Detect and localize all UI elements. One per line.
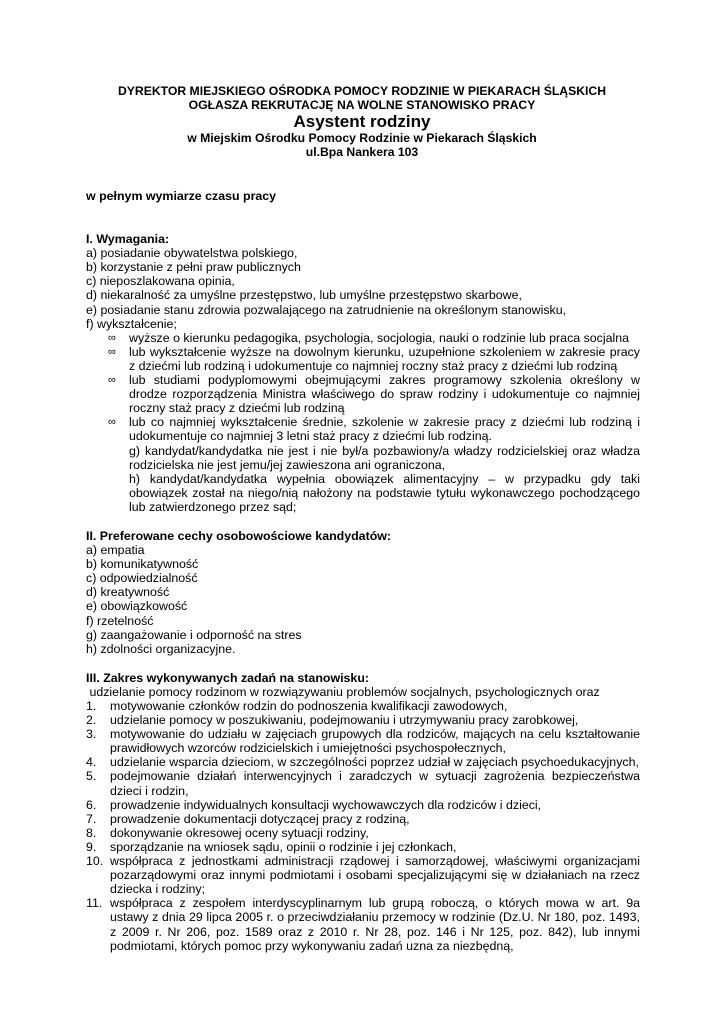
education-option: [86, 331, 640, 345]
education-option-text: wyższe o kierunku pedagogika, psychologia, socjologia, nauki o rodzinie lub praca socjalna: [129, 330, 630, 345]
duty-item: [86, 812, 640, 826]
duty-number: 6.: [86, 797, 97, 812]
header-director-line: DYREKTOR MIEJSKIEGO OŚRODKA POMOCY RODZINIE W PIEKARACH ŚLĄSKICH: [118, 84, 606, 98]
requirement-item: f) wykształcenie;: [86, 316, 177, 331]
infinity-bullet-icon: ∞: [108, 331, 116, 344]
duty-text: udzielanie wsparcia dzieciom, w szczególności poprzez udział w zajęciach psychoedukacyjnych,: [110, 755, 639, 770]
duty-item: [86, 798, 640, 812]
duties-section: [86, 671, 640, 953]
duty-number: 7.: [86, 811, 97, 826]
trait-item: d) kreatywność: [86, 585, 170, 600]
duty-item: [86, 769, 640, 797]
traits-section: [86, 529, 640, 656]
duty-text: podejmowanie działań interwencyjnych i zaradczych w sytuacji zagrożenia bezpieczeństwa dzieci i rodzin,: [110, 769, 640, 798]
document-header: [86, 84, 638, 159]
duties-intro: udzielanie pomocy rodzinom w rozwiązywaniu problemów socjalnych, psychologicznych oraz: [86, 684, 600, 699]
duty-number: 5.: [86, 769, 97, 784]
education-option: [86, 373, 640, 415]
duty-text: współpraca z zespołem interdyscyplinarnym lub grupą roboczą, o których mowa w art. 9a ustawy z dnia 29 lipca 2005 r. o przeciwdziałaniu przemocy w rodzinie (Dz.U. Nr 180, poz. 1493, z 2009 r. Nr 206, poz. 1589 oraz z 2010 r. Nr 28, poz. 146 i Nr 125, poz. 842), lub innymi podmiotami, których pomoc przy wykonywaniu zadań uzna za niezbędną,: [110, 896, 640, 953]
infinity-bullet-icon: ∞: [108, 345, 116, 358]
trait-item: e) obowiązkowość: [86, 599, 188, 614]
duties-heading: III. Zakres wykonywanych zadań na stanowisku:: [86, 670, 370, 685]
duty-item: [86, 727, 640, 755]
requirement-item: a) posiadanie obywatelstwa polskiego,: [86, 246, 298, 261]
requirement-item: e) posiadanie stanu zdrowia pozwalającego na zatrudnienie na określonym stanowisku,: [86, 302, 567, 317]
traits-heading: II. Preferowane cechy osobowościowe kandydatów:: [86, 528, 392, 543]
trait-item: a) empatia: [86, 543, 145, 558]
duty-item: [86, 840, 640, 854]
header-institution-line: w Miejskim Ośrodku Pomocy Rodzinie w Piekarach Śląskich: [187, 131, 537, 145]
trait-item: h) zdolności organizacyjne.: [86, 641, 236, 656]
duty-text: prowadzenie indywidualnych konsultacji wychowawczych dla rodziców i dzieci,: [110, 797, 542, 812]
duty-text: współpraca z jednostkami administracji rządowej i samorządowej, właściwymi organizacjami pozarządowymi oraz innymi podmiotami i osobami specjalizującymi się w działaniach na rzecz dziecka i rodziny;: [110, 854, 640, 897]
duty-number: 4.: [86, 755, 97, 770]
duty-number: 1.: [86, 699, 97, 713]
header-recruitment-line: OGŁASZA REKRUTACJĘ NA WOLNE STANOWISKO PRACY: [188, 98, 536, 112]
requirement-item: d) niekaralność za umyślne przestępstwo, lub umyślne przestępstwo skarbowe,: [86, 288, 522, 303]
duty-text: udzielanie pomocy w poszukiwaniu, podejmowaniu i utrzymywaniu pracy zarobkowej,: [110, 713, 579, 728]
duty-text: motywowanie członków rodzin do podnoszenia kwalifikacji zawodowych,: [110, 699, 508, 713]
duty-item: [86, 755, 640, 769]
requirement-item: c) nieposzlakowana opinia,: [86, 274, 235, 289]
education-option: [86, 415, 640, 443]
duty-text: sporządzanie na wniosek sądu, opinii o rodzinie i jej członkach,: [110, 839, 457, 854]
trait-item: c) odpowiedzialność: [86, 571, 198, 586]
infinity-bullet-icon: ∞: [108, 374, 116, 387]
duty-item: [86, 713, 640, 727]
duty-item: [86, 896, 640, 952]
position-title: Asystent rodziny: [293, 112, 431, 131]
duty-item: [86, 854, 640, 896]
duty-number: 3.: [86, 727, 97, 742]
duty-number: 8.: [86, 825, 97, 840]
document-body: [86, 189, 640, 953]
education-option-text: lub studiami podyplomowymi obejmującymi zakres programowy szkolenia określony w drodze rozporządzenia Ministra właściwego do spraw rodziny i udokumentuje co najmniej roczny staż pracy z dziećmi lub rodziną: [129, 373, 640, 416]
duty-number: 2.: [86, 713, 97, 728]
requirement-item-g: g) kandydat/kandydatka nie jest i nie był/a pozbawiony/a władzy rodzicielskiej oraz władza rodzicielska nie jest jemu/jej zawieszona ani ograniczona,: [129, 443, 640, 472]
requirements-section: [86, 232, 640, 514]
trait-item: f) rzetelność: [86, 613, 154, 628]
duty-text: dokonywanie okresowej oceny sytuacji rodziny,: [110, 825, 369, 840]
employment-type: w pełnym wymiarze czasu pracy: [86, 189, 277, 203]
duties-list: [86, 699, 640, 953]
trait-item: b) komunikatywność: [86, 557, 199, 572]
duty-number: 10.: [86, 854, 104, 869]
requirement-item: b) korzystanie z pełni praw publicznych: [86, 260, 301, 275]
duty-text: motywowanie do udziału w zajęciach grupowych dla rodziców, mających na celu kształtowanie prawidłowych wzorców rodzicielskich i umiejętności psychospołecznych,: [110, 727, 640, 756]
duty-number: 9.: [86, 839, 97, 854]
education-option: [86, 345, 640, 373]
education-option-text: lub co najmniej wykształcenie średnie, szkolenie w zakresie pracy z dziećmi lub rodziną i udokumentuje co najmniej 3 letni staż pracy z dziećmi lub rodziną.: [129, 415, 640, 444]
requirements-heading: I. Wymagania:: [86, 232, 170, 247]
infinity-bullet-icon: ∞: [108, 416, 116, 429]
header-address: ul.Bpa Nankera 103: [305, 145, 419, 159]
education-list: [86, 331, 640, 444]
duty-item: [86, 699, 640, 713]
duty-item: [86, 826, 640, 840]
duty-number: 11.: [86, 896, 103, 911]
requirement-item-h: h) kandydat/kandydatka wypełnia obowiązek alimentacyjny – w przypadku gdy taki obowiązek został na niego/nią nałożony na podstawie tytułu wykonawczego pochodzącego lub zatwierdzonego przez sąd;: [129, 471, 640, 514]
education-option-text: lub wykształcenie wyższe na dowolnym kierunku, uzupełnione szkoleniem w zakresie pracy z dziećmi lub rodziną i udokumentuje co najmniej roczny staż pracy z dziećmi lub rodziną: [129, 344, 640, 373]
trait-item: g) zaangażowanie i odporność na stres: [86, 627, 302, 642]
duty-text: prowadzenie dokumentacji dotyczącej pracy z rodziną,: [110, 811, 410, 826]
